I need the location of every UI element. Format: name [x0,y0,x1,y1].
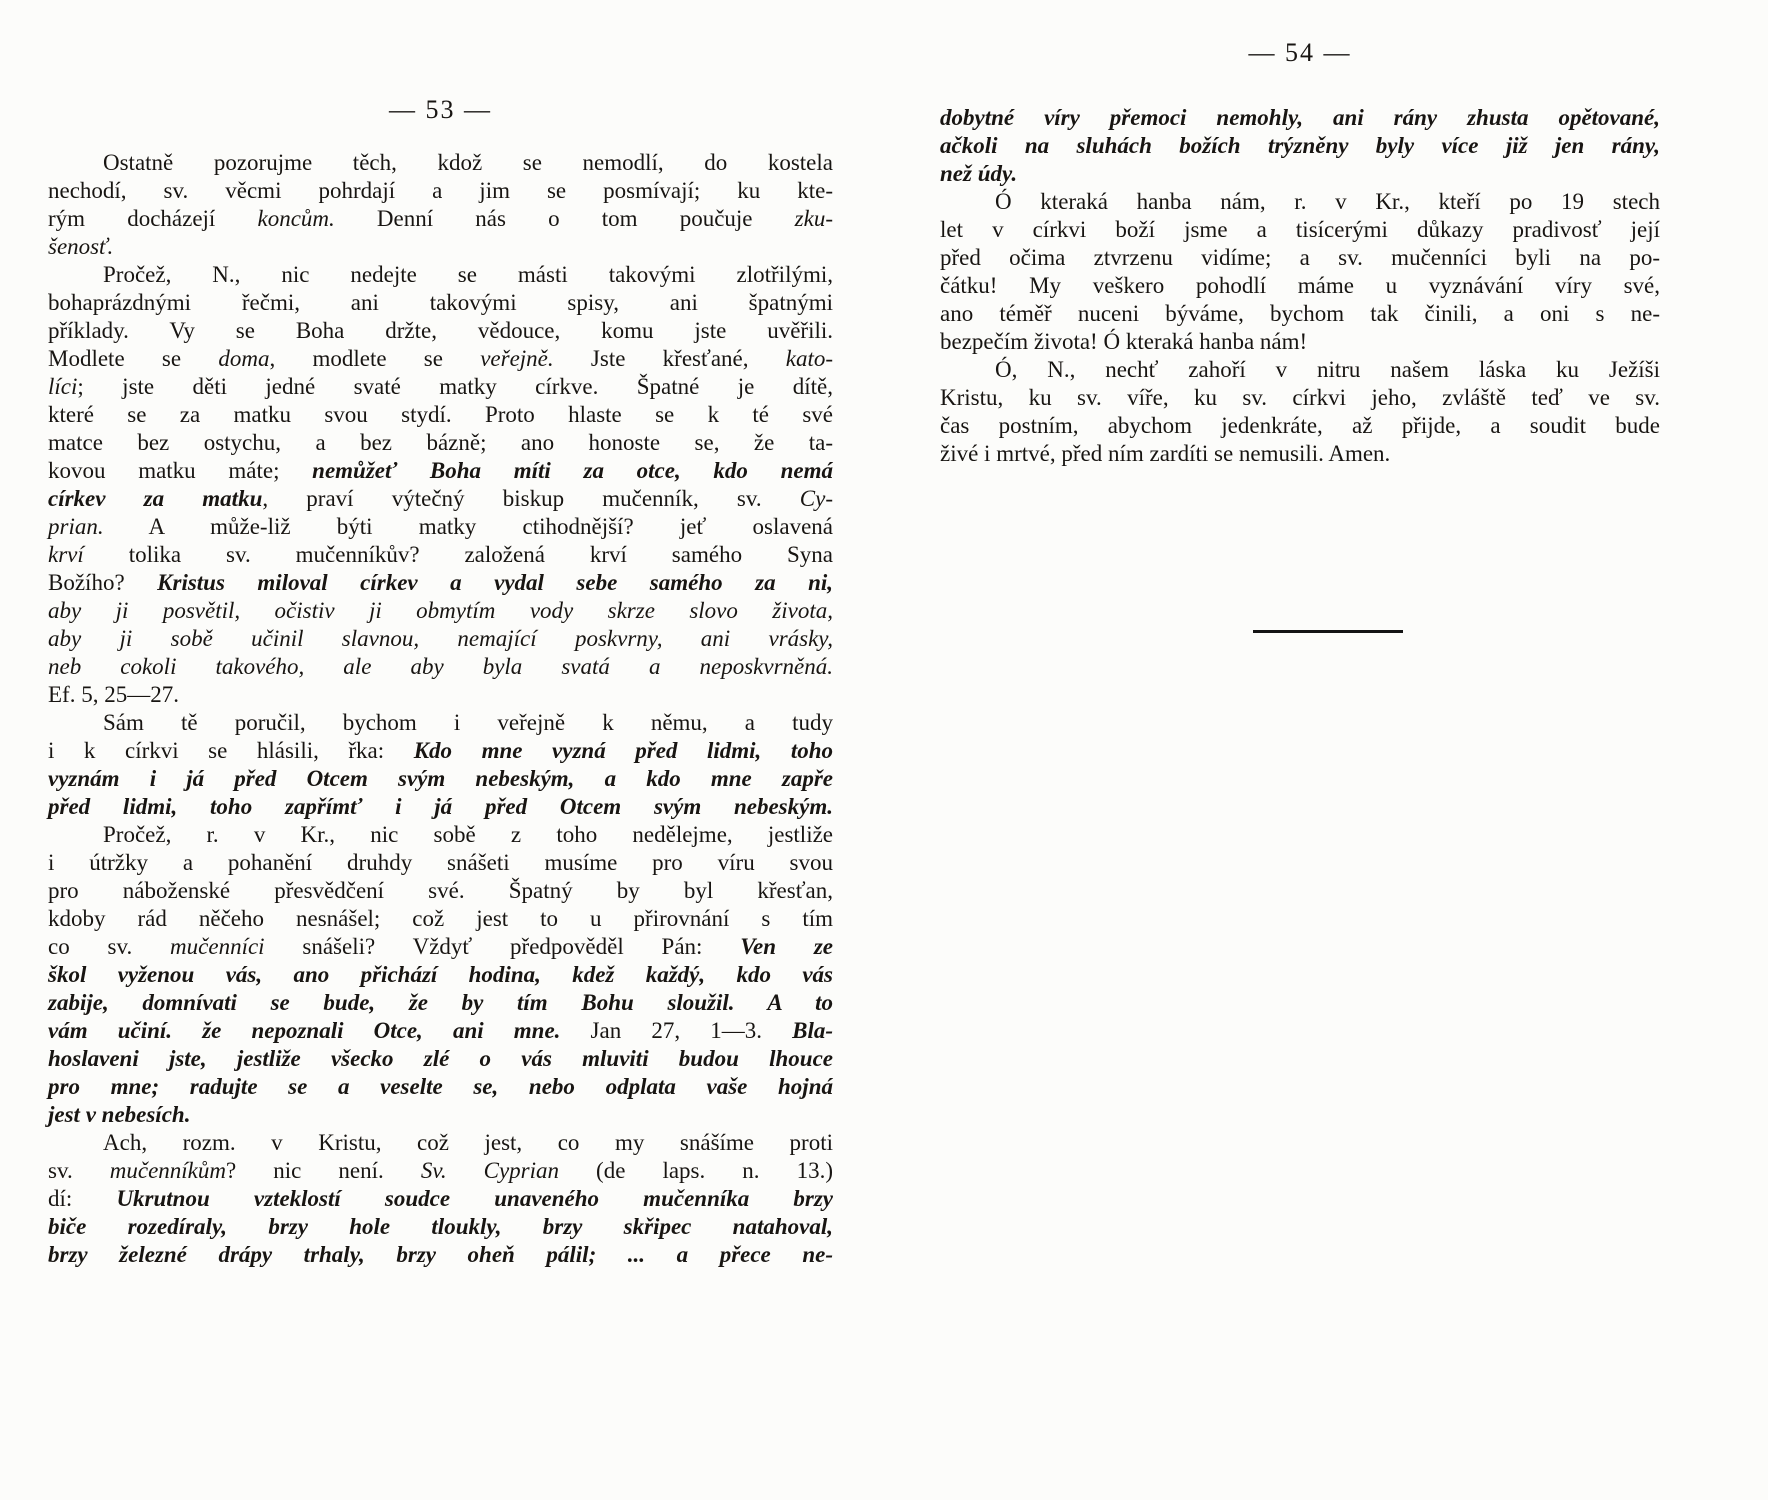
emphasized-text-segment: neb cokoli takového, ale aby byla svatá a neposkvrněná. [48,654,833,679]
text-segment: bezpečím života! Ó kteraká hanba nám! [940,329,1308,354]
page-54-header: — 54 — [1248,38,1352,67]
text-line [940,244,1660,272]
text-segment: nechodí, sv. věcmi pohrdají a jim se posmívají; ku kte- [48,178,833,203]
emphasized-text-segment: biče rozedíraly, brzy hole tloukly, brzy skřipec natahoval, [48,1214,833,1239]
page-53-header: — 53 — [389,95,492,124]
text-line [48,625,833,653]
text-segment: snášeli? Vždyť předpověděl Pán: [264,934,741,959]
emphasized-text-segment: Bla- [792,1018,833,1043]
text-segment: tolika sv. mučenníkův? založená krví samého Syna [83,542,833,567]
page-54-text-column [940,104,1660,468]
emphasized-text-segment: před lidmi, toho zapřímť i já před Otcem svým nebeským. [48,794,833,819]
text-line [940,216,1660,244]
text-segment: co sv. [48,934,171,959]
emphasized-text-segment: Kdo mne vyzná před lidmi, toho [413,738,833,763]
text-segment: i útržky a pohanění druhdy snášeti musíme pro víru svou [48,850,833,875]
emphasized-text-segment: aby ji posvětil, očistiv ji obmytím vody skrze slovo života, [48,598,833,623]
emphasized-text-segment: pro mne; radujte se a veselte se, nebo odplata vaše hojná [48,1074,833,1099]
text-segment: i k církvi se hlásili, řka: [48,738,414,763]
text-line [48,709,833,737]
text-segment: ? nic není. [226,1158,421,1183]
text-line [48,765,833,793]
text-segment: příklady. Vy se Boha držte, vědouce, komu jste uvěřili. [48,318,833,343]
text-segment: let v církvi boží jsme a tisícerými důkazy pradivosť její [940,217,1660,242]
text-segment: pro náboženské přesvědčení své. Špatný by byl křesťan, [48,878,833,903]
section-divider-rule [1253,630,1403,633]
text-line [48,261,833,289]
emphasized-text-segment: Kristus miloval církev a vydal sebe samého za ni, [157,570,833,595]
text-line [48,1157,833,1185]
emphasized-text-segment: dobytné víry přemoci nemohly, ani rány zhusta opětované, [940,105,1660,130]
emphasized-text-segment: zabije, domnívati se bude, že by tím Bohu sloužil. A to [48,990,833,1015]
emphasized-text-segment: líci [48,374,78,399]
text-segment: sv. [48,1158,110,1183]
text-line [940,328,1660,356]
emphasized-text-segment: mučenníkům [109,1158,227,1183]
text-line [48,793,833,821]
text-line [48,821,833,849]
text-line [48,849,833,877]
emphasized-text-segment: vám učiní. že nepoznali Otce, ani mne. [48,1018,561,1043]
text-line [48,373,833,401]
text-segment: Pročež, N., nic nedejte se másti takovými zlotřilými, [103,262,833,287]
text-segment: matce bez ostychu, a bez bázně; ano honoste se, že ta- [48,430,833,455]
emphasized-text-segment: Ven ze [740,934,833,959]
text-segment: bohaprázdnými řečmi, ani takovými spisy, ani špatnými [48,290,833,315]
text-line [48,485,833,513]
emphasized-text-segment: doma [218,346,270,371]
text-segment: čátku! My veškero pohodlí máme u vyznávání víry své, [940,273,1660,298]
text-line [48,905,833,933]
text-line [940,384,1660,412]
text-line [48,1213,833,1241]
text-line [48,317,833,345]
text-line [940,160,1660,188]
text-segment: Denní nás o tom poučuje [334,206,795,231]
text-segment: čas postním, abychom jedenkráte, až přijde, a soudit bude [940,413,1660,438]
text-segment: živé i mrtvé, před ním zardíti se nemusili. Amen. [940,441,1391,466]
text-line [48,1185,833,1213]
text-segment: Božího? [48,570,158,595]
text-line [48,233,833,261]
text-line [940,188,1660,216]
text-segment: Ef. 5, 25—27. [48,682,179,707]
text-line [48,989,833,1017]
text-line [48,289,833,317]
text-line [940,300,1660,328]
text-segment: A může-liž býti matky ctihodnější? jeť oslavená [103,514,833,539]
text-line [48,401,833,429]
text-segment: ano téměř nuceni býváme, bychom tak činili, a oni s ne- [940,301,1660,326]
emphasized-text-segment: a přece ne- [676,1242,833,1267]
text-line [48,177,833,205]
text-line [48,961,833,989]
emphasized-text-segment: Cy- [799,486,833,511]
text-line [48,597,833,625]
emphasized-text-segment: ačkoli na sluhách božích trýzněny byly více již jen rány, [940,133,1660,158]
text-line [48,345,833,373]
text-segment: Pročež, r. v Kr., nic sobě z toho nedělejme, jestliže [103,822,833,847]
text-line [48,877,833,905]
emphasized-text-segment: veřejně. [480,346,554,371]
text-line [940,272,1660,300]
emphasized-text-segment: koncům. [257,206,335,231]
text-segment: Jste křesťané, [553,346,786,371]
emphasized-text-segment: nemůžeť Boha míti za otce, kdo nemá [312,458,833,483]
text-segment: které se za matku svou stydí. Proto hlaste se k té své [48,402,833,427]
text-line [48,653,833,681]
text-segment: Kristu, ku sv. víře, ku sv. církvi jeho, zvláště teď ve sv. [940,385,1660,410]
emphasized-text-segment: šenosť. [48,234,114,259]
text-segment: kovou matku máte; [48,458,313,483]
emphasized-text-segment: zku- [794,206,833,231]
text-line [48,1129,833,1157]
emphasized-text-segment: Ukrutnou vzteklostí soudce unaveného mučenníka brzy [116,1186,834,1211]
text-segment: , praví výtečný biskup mučenník, sv. [262,486,800,511]
emphasized-text-segment: mučenníci [170,934,265,959]
text-line [940,132,1660,160]
text-segment: Sám tě poručil, bychom i veřejně k němu, a tudy [103,710,833,735]
text-line [940,440,1660,468]
text-line [48,149,833,177]
text-line [48,933,833,961]
text-line [940,412,1660,440]
text-line [48,1101,833,1129]
emphasized-text-segment: než údy. [940,161,1018,186]
emphasized-text-segment: škol vyženou vás, ano přichází hodina, kdež každý, kdo vás [48,962,833,987]
text-line [48,569,833,597]
text-segment: , modlete se [269,346,481,371]
text-line [48,205,833,233]
emphasized-text-segment: aby ji sobě učinil slavnou, nemající poskvrny, ani vrásky, [48,626,833,651]
text-line [940,356,1660,384]
emphasized-text-segment: prian. [48,514,104,539]
text-line [48,541,833,569]
text-line [48,1073,833,1101]
text-segment: rým docházejí [48,206,258,231]
text-segment: Ostatně pozorujme těch, kdož se nemodlí, do kostela [103,150,833,175]
emphasized-text-segment: kato- [785,346,834,371]
text-line [48,457,833,485]
text-line [48,737,833,765]
text-segment: Ó, N., nechť zahoří v nitru našem láska ku Ježíši [995,357,1660,382]
text-segment: Modlete se [48,346,219,371]
text-line [48,1017,833,1045]
emphasized-text-segment: Sv. Cyprian [420,1158,559,1183]
emphasized-text-segment: krví [48,542,84,567]
text-segment: Ó kteraká hanba nám, r. v Kr., kteří po 19 stech [995,189,1660,214]
emphasized-text-segment: jest v nebesích. [48,1102,191,1127]
text-segment: Ach, rozm. v Kristu, což jest, co my snášíme proti [103,1130,833,1155]
text-line [48,429,833,457]
text-line [940,104,1660,132]
text-line [48,513,833,541]
emphasized-text-segment: církev za matku [48,486,263,511]
emphasized-text-segment: hoslaveni jste, jestliže všecko zlé o vás mluviti budou lhouce [48,1046,833,1071]
text-line [48,1045,833,1073]
text-line [48,1241,833,1269]
text-segment: Jan 27, 1—3. [560,1018,793,1043]
text-segment: dí: [48,1186,117,1211]
text-segment: před očima ztvrzenu vidíme; a sv. mučenníci byli na po- [940,245,1660,270]
emphasized-text-segment: brzy železné drápy trhaly, brzy oheň pálil; ... [48,1242,677,1267]
text-segment: (de laps. n. 13.) [559,1158,833,1183]
text-line [48,681,833,709]
text-segment: ; jste děti jedné svaté matky církve. Špatné je dítě, [77,374,833,399]
page-53-text-column [48,149,833,1269]
emphasized-text-segment: vyznám i já před Otcem svým nebeským, a kdo mne zapře [48,766,833,791]
text-segment: kdoby rád něčeho nesnášel; což jest to u přirovnání s tím [48,906,833,931]
